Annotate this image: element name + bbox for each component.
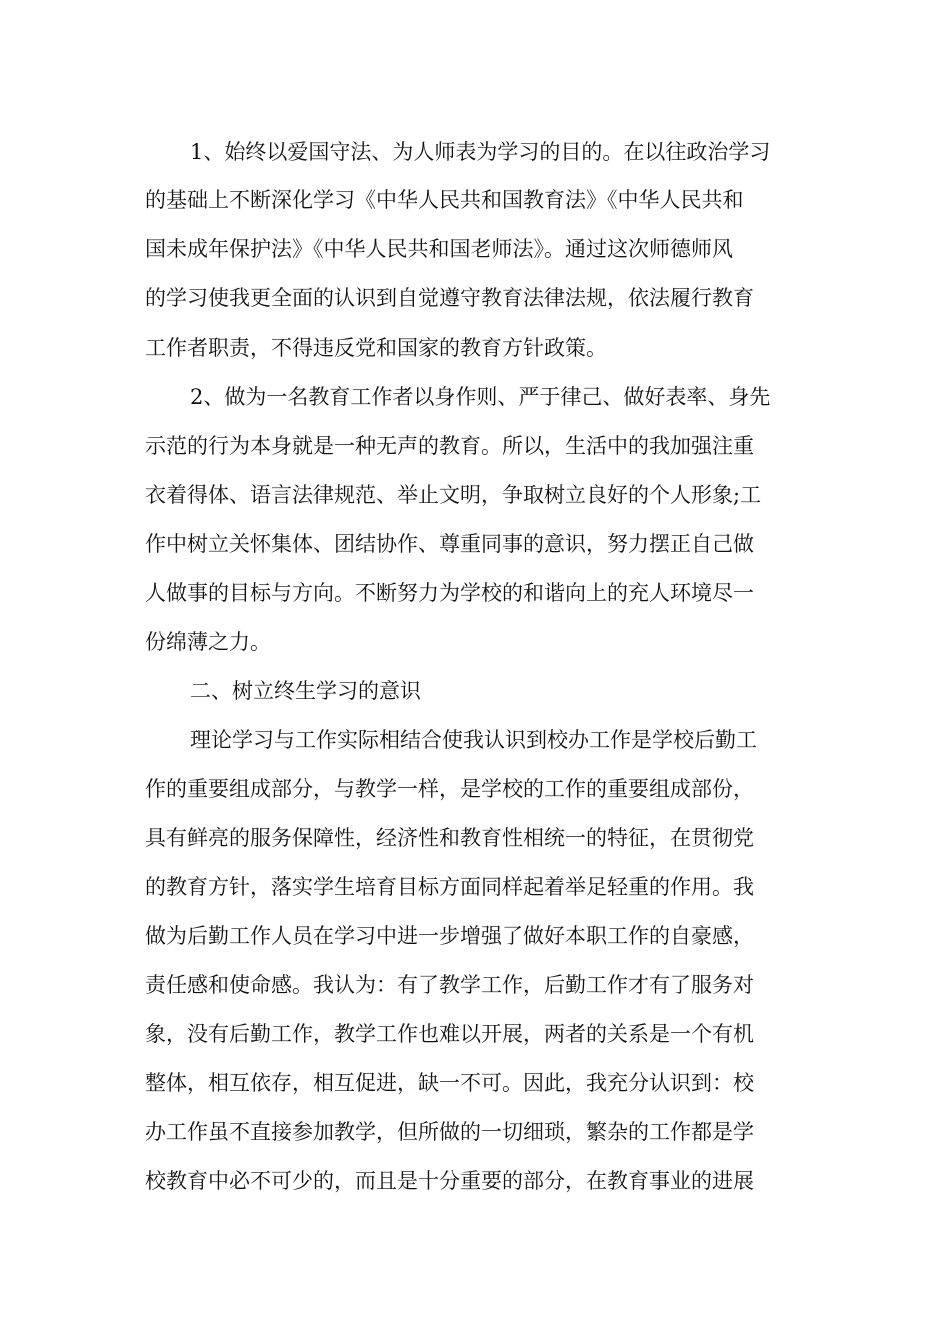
paragraph-3-line-9: 办工作虽不直接参加教学，但所做的一切细琐，繁杂的工作都是学 — [145, 1120, 754, 1144]
paragraph-3-line-10: 校教育中必不可少的，而且是十分重要的部分，在教育事业的进展 — [145, 1169, 754, 1193]
paragraph-3-line-4: 的教育方针，落实学生培育目标方面同样起着举足轻重的作用。我 — [145, 875, 754, 899]
paragraph-1-line-1: 1、始终以爱国守法、为人师表为学习的目的。在以往政治学习 — [190, 140, 771, 164]
paragraph-3-line-3: 具有鲜亮的服务保障性，经济性和教育性相统一的特征，在贯彻党 — [145, 826, 754, 850]
paragraph-2-line-6: 份绵薄之力。 — [145, 630, 271, 654]
paragraph-3-line-6: 责任感和使命感。我认为：有了教学工作，后勤工作才有了服务对 — [145, 973, 754, 997]
paragraph-1-line-3: 国未成年保护法》《中华人民共和国老师法》。通过这次师德师风 — [145, 237, 733, 261]
paragraph-2-line-3: 衣着得体、语言法律规范、举止文明，争取树立良好的个人形象;工 — [145, 483, 762, 507]
paragraph-3-line-1: 理论学习与工作实际相结合使我认识到校办工作是学校后勤工 — [190, 728, 757, 752]
paragraph-2-line-4: 作中树立关怀集体、团结协作、尊重同事的意识，努力摆正自己做 — [145, 532, 754, 556]
paragraph-3-line-7: 象，没有后勤工作，教学工作也难以开展，两者的关系是一个有机 — [145, 1022, 754, 1046]
paragraph-1-line-5: 工作者职责，不得违反党和国家的教育方针政策。 — [145, 336, 607, 360]
paragraph-2-line-5: 人做事的目标与方向。不断努力为学校的和谐向上的充人环境尽一 — [145, 581, 754, 605]
paragraph-1-line-4: 的学习使我更全面的认识到自觉遵守教育法律法规，依法履行教育 — [145, 286, 754, 310]
section-heading: 二、树立终生学习的意识 — [190, 679, 421, 703]
paragraph-1-line-2: 的基础上不断深化学习《中华人民共和国教育法》《中华人民共和 — [145, 188, 744, 212]
paragraph-2-line-1: 2、做为一名教育工作者以身作则、严于律己、做好表率、身先 — [190, 385, 771, 409]
paragraph-3-line-8: 整体，相互依存，相互促进，缺一不可。因此，我充分认识到：校 — [145, 1071, 754, 1095]
paragraph-3-line-5: 做为后勤工作人员在学习中进一步增强了做好本职工作的自豪感， — [145, 924, 754, 948]
paragraph-3-line-2: 作的重要组成部分，与教学一样，是学校的工作的重要组成部份， — [145, 777, 754, 801]
paragraph-2-line-2: 示范的行为本身就是一种无声的教育。所以，生活中的我加强注重 — [145, 434, 754, 458]
